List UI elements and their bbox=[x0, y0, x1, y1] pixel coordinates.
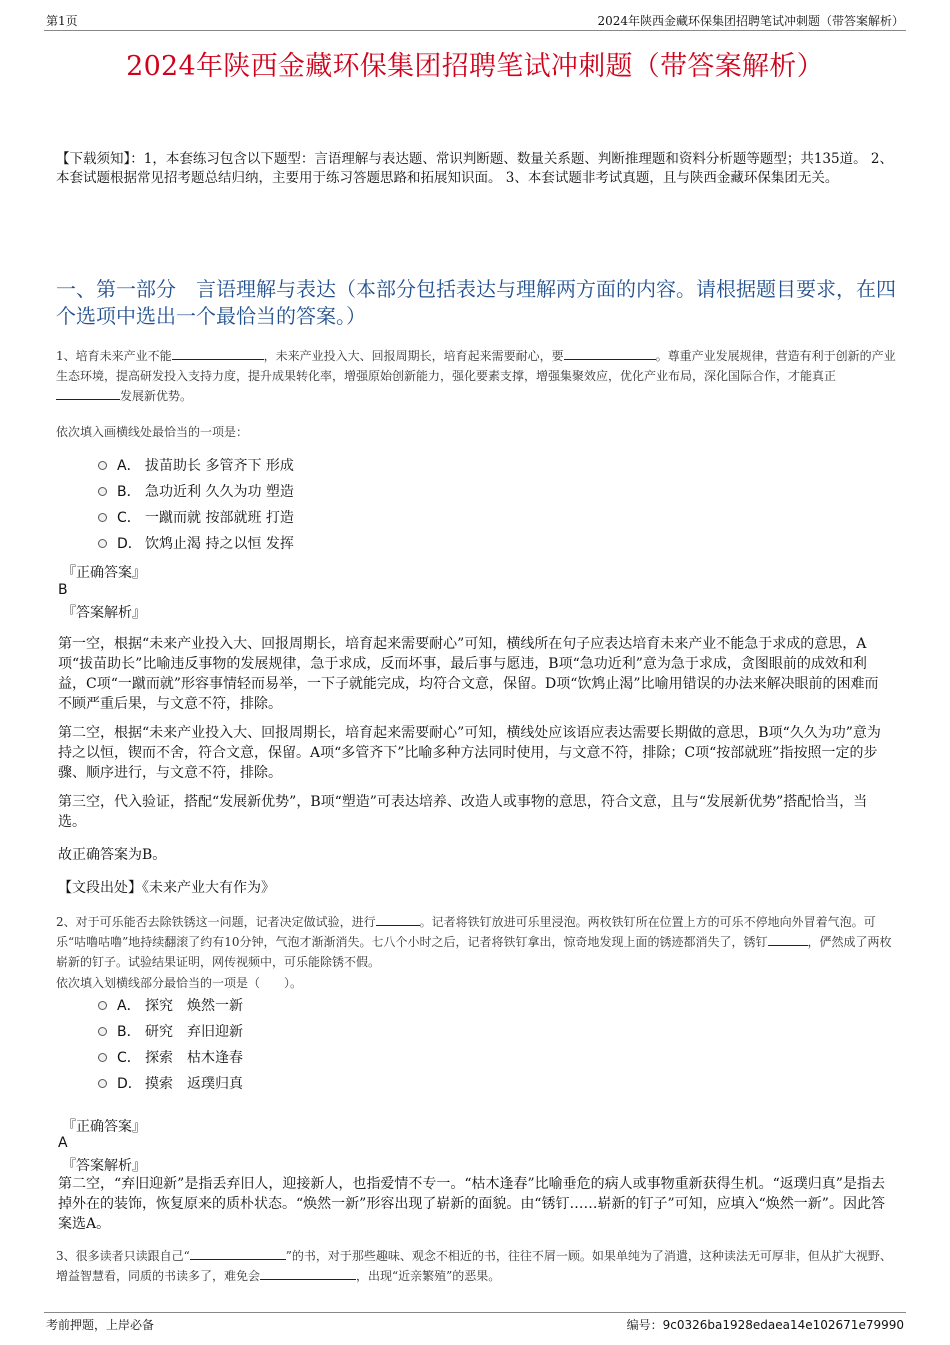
page-number: 第1页 bbox=[46, 14, 78, 28]
question-2-text-part: 。记者将铁钉放进可乐里浸泡。两枚铁钉所在位置上方的可乐不停地向外冒着气泡。可乐“咕噜咕噜”地持续翻滚了约有10分钟，气泡才渐渐消失。七八个小时之后，记者将铁钉拿出，惊奇地发现上面的锈迹都消失了，锈钉 bbox=[56, 915, 876, 949]
radio-icon[interactable] bbox=[98, 513, 107, 522]
header-doc-title: 2024年陕西金藏环保集团招聘笔试冲刺题（带答案解析） bbox=[597, 14, 904, 28]
radio-icon[interactable] bbox=[98, 1001, 107, 1010]
option-text: 探索 枯木逢春 bbox=[145, 1050, 243, 1066]
option-d[interactable] bbox=[98, 530, 294, 556]
question-2-options bbox=[98, 992, 243, 1096]
analysis-conclusion: 故正确答案为B。 bbox=[58, 847, 167, 863]
option-text: 拔苗助长 多管齐下 形成 bbox=[145, 458, 294, 474]
option-letter: B． bbox=[117, 484, 141, 500]
option-c[interactable] bbox=[98, 1044, 243, 1070]
radio-icon[interactable] bbox=[98, 539, 107, 548]
option-text: 研究 弃旧迎新 bbox=[145, 1024, 243, 1040]
footer-divider bbox=[44, 1312, 906, 1313]
option-text: 一蹴而就 按部就班 打造 bbox=[145, 510, 294, 526]
option-letter: B． bbox=[117, 1024, 141, 1040]
question-3-text-part: ，出现“近亲繁殖”的恶果。 bbox=[356, 1269, 501, 1283]
question-1-prompt: 依次填入画横线处最恰当的一项是： bbox=[56, 425, 249, 439]
question-1-options bbox=[98, 452, 294, 556]
correct-answer-label: 『正确答案』 bbox=[62, 1119, 146, 1135]
analysis-paragraph: 第三空，代入验证，搭配“发展新优势”，B项“塑造”可表达培养、改造人或事物的意思，符合文意，且与“发展新优势”搭配恰当，当选。 bbox=[58, 794, 868, 830]
option-b[interactable] bbox=[98, 478, 294, 504]
option-letter: A． bbox=[117, 998, 141, 1014]
correct-answer-label: 『正确答案』 bbox=[62, 565, 146, 581]
question-2-text-part: ，俨然成了两枚崭新的钉子。试验结果证明，网传视频中，可乐能除锈不假。 bbox=[56, 935, 892, 969]
source-citation: 【文段出处】《未来产业大有作为》 bbox=[58, 880, 275, 896]
option-text: 急功近利 久久为功 塑造 bbox=[145, 484, 294, 500]
page-title: 2024年陕西金藏环保集团招聘笔试冲刺题（带答案解析） bbox=[126, 51, 824, 82]
correct-answer-value: B bbox=[58, 582, 68, 598]
option-text: 摸索 返璞归真 bbox=[145, 1076, 243, 1092]
question-1-text-part: 1、培育未来产业不能 bbox=[56, 349, 172, 363]
footer-code-label: 编号： bbox=[626, 1318, 663, 1332]
question-1-text-part: ，未来产业投入大、回报周期长，培育起来需要耐心，要 bbox=[263, 349, 564, 363]
option-letter: D． bbox=[117, 1076, 142, 1092]
footer-code-value: 9c0326ba1928edaea14e102671e79990 bbox=[662, 1318, 904, 1332]
option-a[interactable] bbox=[98, 452, 294, 478]
fill-blank bbox=[376, 912, 420, 926]
radio-icon[interactable] bbox=[98, 487, 107, 496]
correct-answer-value: A bbox=[58, 1135, 68, 1151]
fill-blank bbox=[190, 1246, 286, 1260]
analysis-paragraph: 第二空，根据“未来产业投入大、回报周期长，培育起来需要耐心”可知，横线处应该语应表达需要长期做的意思，B项“久久为功”意为持之以恒，锲而不舍，符合文意，保留。A项“多管齐下”比喻多种方法同时使用，与文意不符，排除；C项“按部就班”指按照一定的步骤、顺序进行，与文意不符，排除。 bbox=[58, 725, 881, 781]
footer-code bbox=[627, 1316, 904, 1333]
option-c[interactable] bbox=[98, 504, 294, 530]
fill-blank bbox=[768, 932, 808, 946]
analysis-paragraph: 第一空，根据“未来产业投入大、回报周期长，培育起来需要耐心”可知，横线所在句子应表达培育未来产业不能急于求成的意思，A项“拔苗助长”比喻违反事物的发展规律，急于求成，反而坏事，最后事与愿违，B项“急功近利”意为急于求成，贪图眼前的成效和利益，C项“一蹴而就”形容事情轻而易举，一下子就能完成，均符合文意，保留。D项“饮鸩止渴”比喻用错误的办法来解决眼前的困难而不顾严重后果，与文意不符，排除。 bbox=[58, 636, 879, 712]
question-1-stem bbox=[56, 346, 896, 406]
fill-blank bbox=[56, 386, 120, 400]
option-letter: A． bbox=[117, 458, 141, 474]
option-a[interactable] bbox=[98, 992, 243, 1018]
download-notice: 【下载须知】：1，本套练习包含以下题型：言语理解与表达题、常识判断题、数量关系题、判断推理题和资料分析题等题型；共135道。 2、本套试题根据常见招考题总结归纳，主要用于练习答题思路和拓展知识面。 3、本套试题非考试真题，且与陕西金藏环保集团无关。 bbox=[56, 151, 893, 186]
header-divider bbox=[44, 30, 906, 31]
fill-blank bbox=[564, 346, 656, 360]
question-2-stem bbox=[56, 912, 896, 972]
option-b[interactable] bbox=[98, 1018, 243, 1044]
question-2-prompt: 依次填入划横线部分最恰当的一项是（ ）。 bbox=[56, 976, 303, 990]
question-3-stem bbox=[56, 1246, 896, 1286]
option-d[interactable] bbox=[98, 1070, 243, 1096]
radio-icon[interactable] bbox=[98, 1079, 107, 1088]
analysis-label: 『答案解析』 bbox=[62, 605, 146, 621]
question-3-text-part: ”的书，对于那些趣味、观念不相近的书，往往不屑一顾。如果单纯为了消遣，这种读法无可厚非，但从扩大视野、增益智慧看，同质的书读多了，难免会 bbox=[56, 1249, 892, 1283]
option-letter: D． bbox=[117, 536, 142, 552]
question-1-text-part: 发展新优势。 bbox=[120, 389, 193, 403]
fill-blank bbox=[260, 1266, 356, 1280]
option-text: 饮鸩止渴 持之以恒 发挥 bbox=[145, 536, 294, 552]
analysis-paragraph: 第二空，“弃旧迎新”是指丢弃旧人，迎接新人，也指爱情不专一。“枯木逢春”比喻垂危的病人或事物重新获得生机。“返璞归真”是指去掉外在的装饰，恢复原来的质朴状态。“焕然一新”形容出现了崭新的面貌。由“锈钉……崭新的钉子”可知，应填入“焕然一新”。因此答案选A。 bbox=[58, 1176, 885, 1232]
section-heading: 一、第一部分 言语理解与表达（本部分包括表达与理解两方面的内容。请根据题目要求，在四个选项中选出一个最恰当的答案。） bbox=[56, 277, 896, 328]
option-text: 探究 焕然一新 bbox=[145, 998, 243, 1014]
radio-icon[interactable] bbox=[98, 1027, 107, 1036]
option-letter: C． bbox=[117, 510, 141, 526]
analysis-label: 『答案解析』 bbox=[62, 1158, 146, 1174]
question-3-text-part: 3、很多读者只读跟自己“ bbox=[56, 1249, 190, 1263]
footer-slogan: 考前押题，上岸必备 bbox=[46, 1318, 155, 1332]
question-2-text-part: 2、对于可乐能否去除铁锈这一问题，记者决定做试验，进行 bbox=[56, 915, 376, 929]
fill-blank bbox=[172, 346, 264, 360]
radio-icon[interactable] bbox=[98, 461, 107, 470]
radio-icon[interactable] bbox=[98, 1053, 107, 1062]
option-letter: C． bbox=[117, 1050, 141, 1066]
question-1-text-part: 。尊重产业发展规律，营造有利于创新的产业生态环境，提高研发投入支持力度，提升成果转化率，增强原始创新能力，强化要素支撑，增强集聚效应，优化产业布局，深化国际合作，才能真正 bbox=[56, 349, 896, 383]
